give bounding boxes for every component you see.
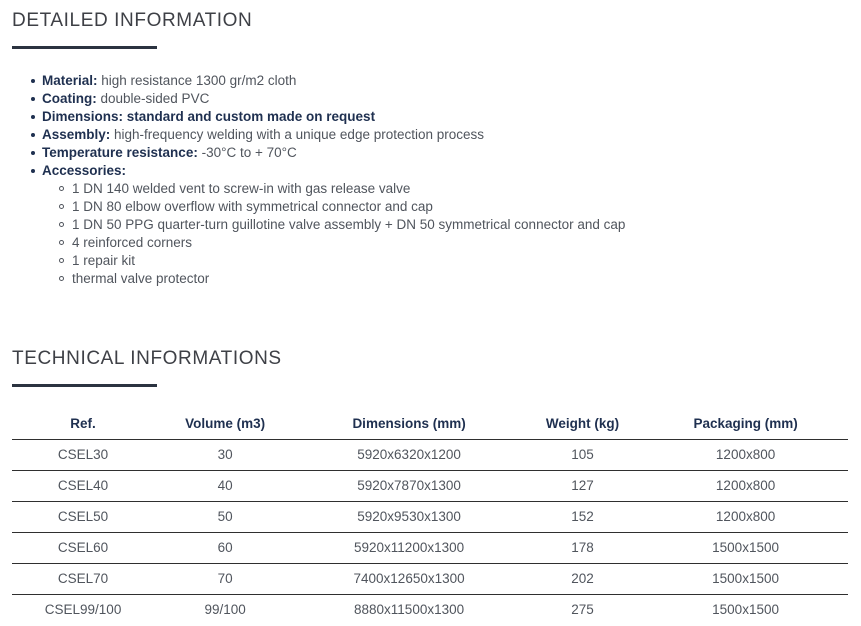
table-cell: CSEL60 (12, 532, 154, 563)
item-text: high resistance 1300 gr/m2 cloth (97, 73, 297, 88)
table-cell: 202 (522, 563, 643, 594)
table-cell: 50 (154, 501, 296, 532)
sub-item-text: 1 repair kit (72, 253, 136, 268)
table-cell: 275 (571, 602, 594, 618)
detail-list (12, 72, 849, 180)
bullet-icon (31, 79, 35, 83)
bullet-icon (31, 97, 35, 101)
list-item (12, 90, 849, 108)
heading-underline (12, 46, 157, 49)
table-cell: 5920x7870x1300 (296, 470, 522, 501)
bullet-icon (31, 115, 35, 119)
section-technical (12, 348, 849, 625)
table-cell: 8880x11500x1300 (354, 602, 465, 618)
table-row (12, 439, 848, 470)
item-text: double-sided PVC (96, 91, 210, 106)
circle-bullet-icon (59, 240, 64, 245)
heading-underline (12, 384, 157, 387)
table-cell: CSEL50 (12, 501, 154, 532)
table-cell: CSEL70 (12, 563, 154, 594)
table-cell: 60 (154, 532, 296, 563)
table-row (12, 501, 848, 532)
sub-item-text: thermal valve protector (72, 271, 210, 286)
item-label: Assembly: (42, 127, 111, 142)
sub-list-item (12, 216, 849, 234)
circle-bullet-icon (59, 186, 64, 191)
table-cell: CSEL40 (12, 470, 154, 501)
table-cell: 70 (154, 563, 296, 594)
list-item (12, 72, 849, 90)
column-header-packaging: Packaging (mm) (643, 408, 848, 439)
table-cell: 7400x12650x1300 (296, 563, 522, 594)
spec-table (12, 408, 848, 625)
table-row (12, 532, 848, 563)
item-text: -30°C to + 70°C (197, 145, 297, 160)
item-label: Temperature resistance: (42, 145, 198, 160)
accessories-sublist (12, 180, 849, 288)
table-cell: 5920x11200x1300 (296, 532, 522, 563)
circle-bullet-icon (59, 204, 64, 209)
table-cell: 152 (522, 501, 643, 532)
bullet-icon (31, 151, 35, 155)
item-label: Material: (42, 73, 98, 88)
section-detailed (12, 10, 849, 288)
sub-list-item (12, 198, 849, 216)
circle-bullet-icon (59, 258, 64, 263)
item-label: Accessories: (42, 163, 127, 178)
table-cell: 99/100 (204, 602, 246, 618)
sub-list-item (12, 252, 849, 270)
item-label: Dimensions: standard and custom made on request (42, 109, 376, 124)
circle-bullet-icon (59, 276, 64, 281)
column-header-volume: Volume (m3) (154, 408, 296, 439)
table-cell: 127 (522, 470, 643, 501)
table-cell: 5920x9530x1300 (296, 501, 522, 532)
table-cell: 105 (522, 439, 643, 470)
bullet-icon (31, 133, 35, 137)
table-cell: 5920x6320x1200 (296, 439, 522, 470)
table-row (12, 470, 848, 501)
table-cell: CSEL30 (12, 439, 154, 470)
list-item (12, 144, 849, 162)
list-item (12, 108, 849, 126)
column-header-ref: Ref. (12, 408, 154, 439)
column-header-dimensions: Dimensions (mm) (296, 408, 522, 439)
circle-bullet-icon (59, 222, 64, 227)
detailed-heading: DETAILED INFORMATION (12, 10, 253, 31)
table-cell: CSEL99/100 (44, 602, 122, 618)
sub-item-text: 4 reinforced corners (72, 235, 193, 250)
table-row (12, 594, 848, 625)
table-cell: 178 (522, 532, 643, 563)
sub-item-text: 1 DN 140 welded vent to screw-in with gas release valve (72, 181, 411, 196)
table-cell: 1500x1500 (643, 532, 848, 563)
sub-item-text: 1 DN 50 PPG quarter-turn guillotine valve assembly + DN 50 symmetrical connector and cap (72, 217, 626, 232)
sub-list-item (12, 270, 849, 288)
table-header-row (12, 408, 848, 439)
item-label: Coating: (42, 91, 97, 106)
table-cell: 1200x800 (643, 501, 848, 532)
sub-list-item (12, 180, 849, 198)
column-header-weight: Weight (kg) (522, 408, 643, 439)
table-cell: 1500x1500 (643, 563, 848, 594)
bullet-icon (31, 169, 35, 173)
technical-heading: TECHNICAL INFORMATIONS (12, 348, 282, 369)
list-item (12, 162, 849, 180)
sub-item-text: 1 DN 80 elbow overflow with symmetrical connector and cap (72, 199, 433, 214)
list-item (12, 126, 849, 144)
table-cell: 30 (154, 439, 296, 470)
item-text: high-frequency welding with a unique edge protection process (110, 127, 485, 142)
table-row (12, 563, 848, 594)
table-cell: 1200x800 (643, 470, 848, 501)
table-cell: 1200x800 (643, 439, 848, 470)
sub-list-item (12, 234, 849, 252)
table-cell: 40 (154, 470, 296, 501)
table-cell: 1500x1500 (712, 602, 779, 618)
